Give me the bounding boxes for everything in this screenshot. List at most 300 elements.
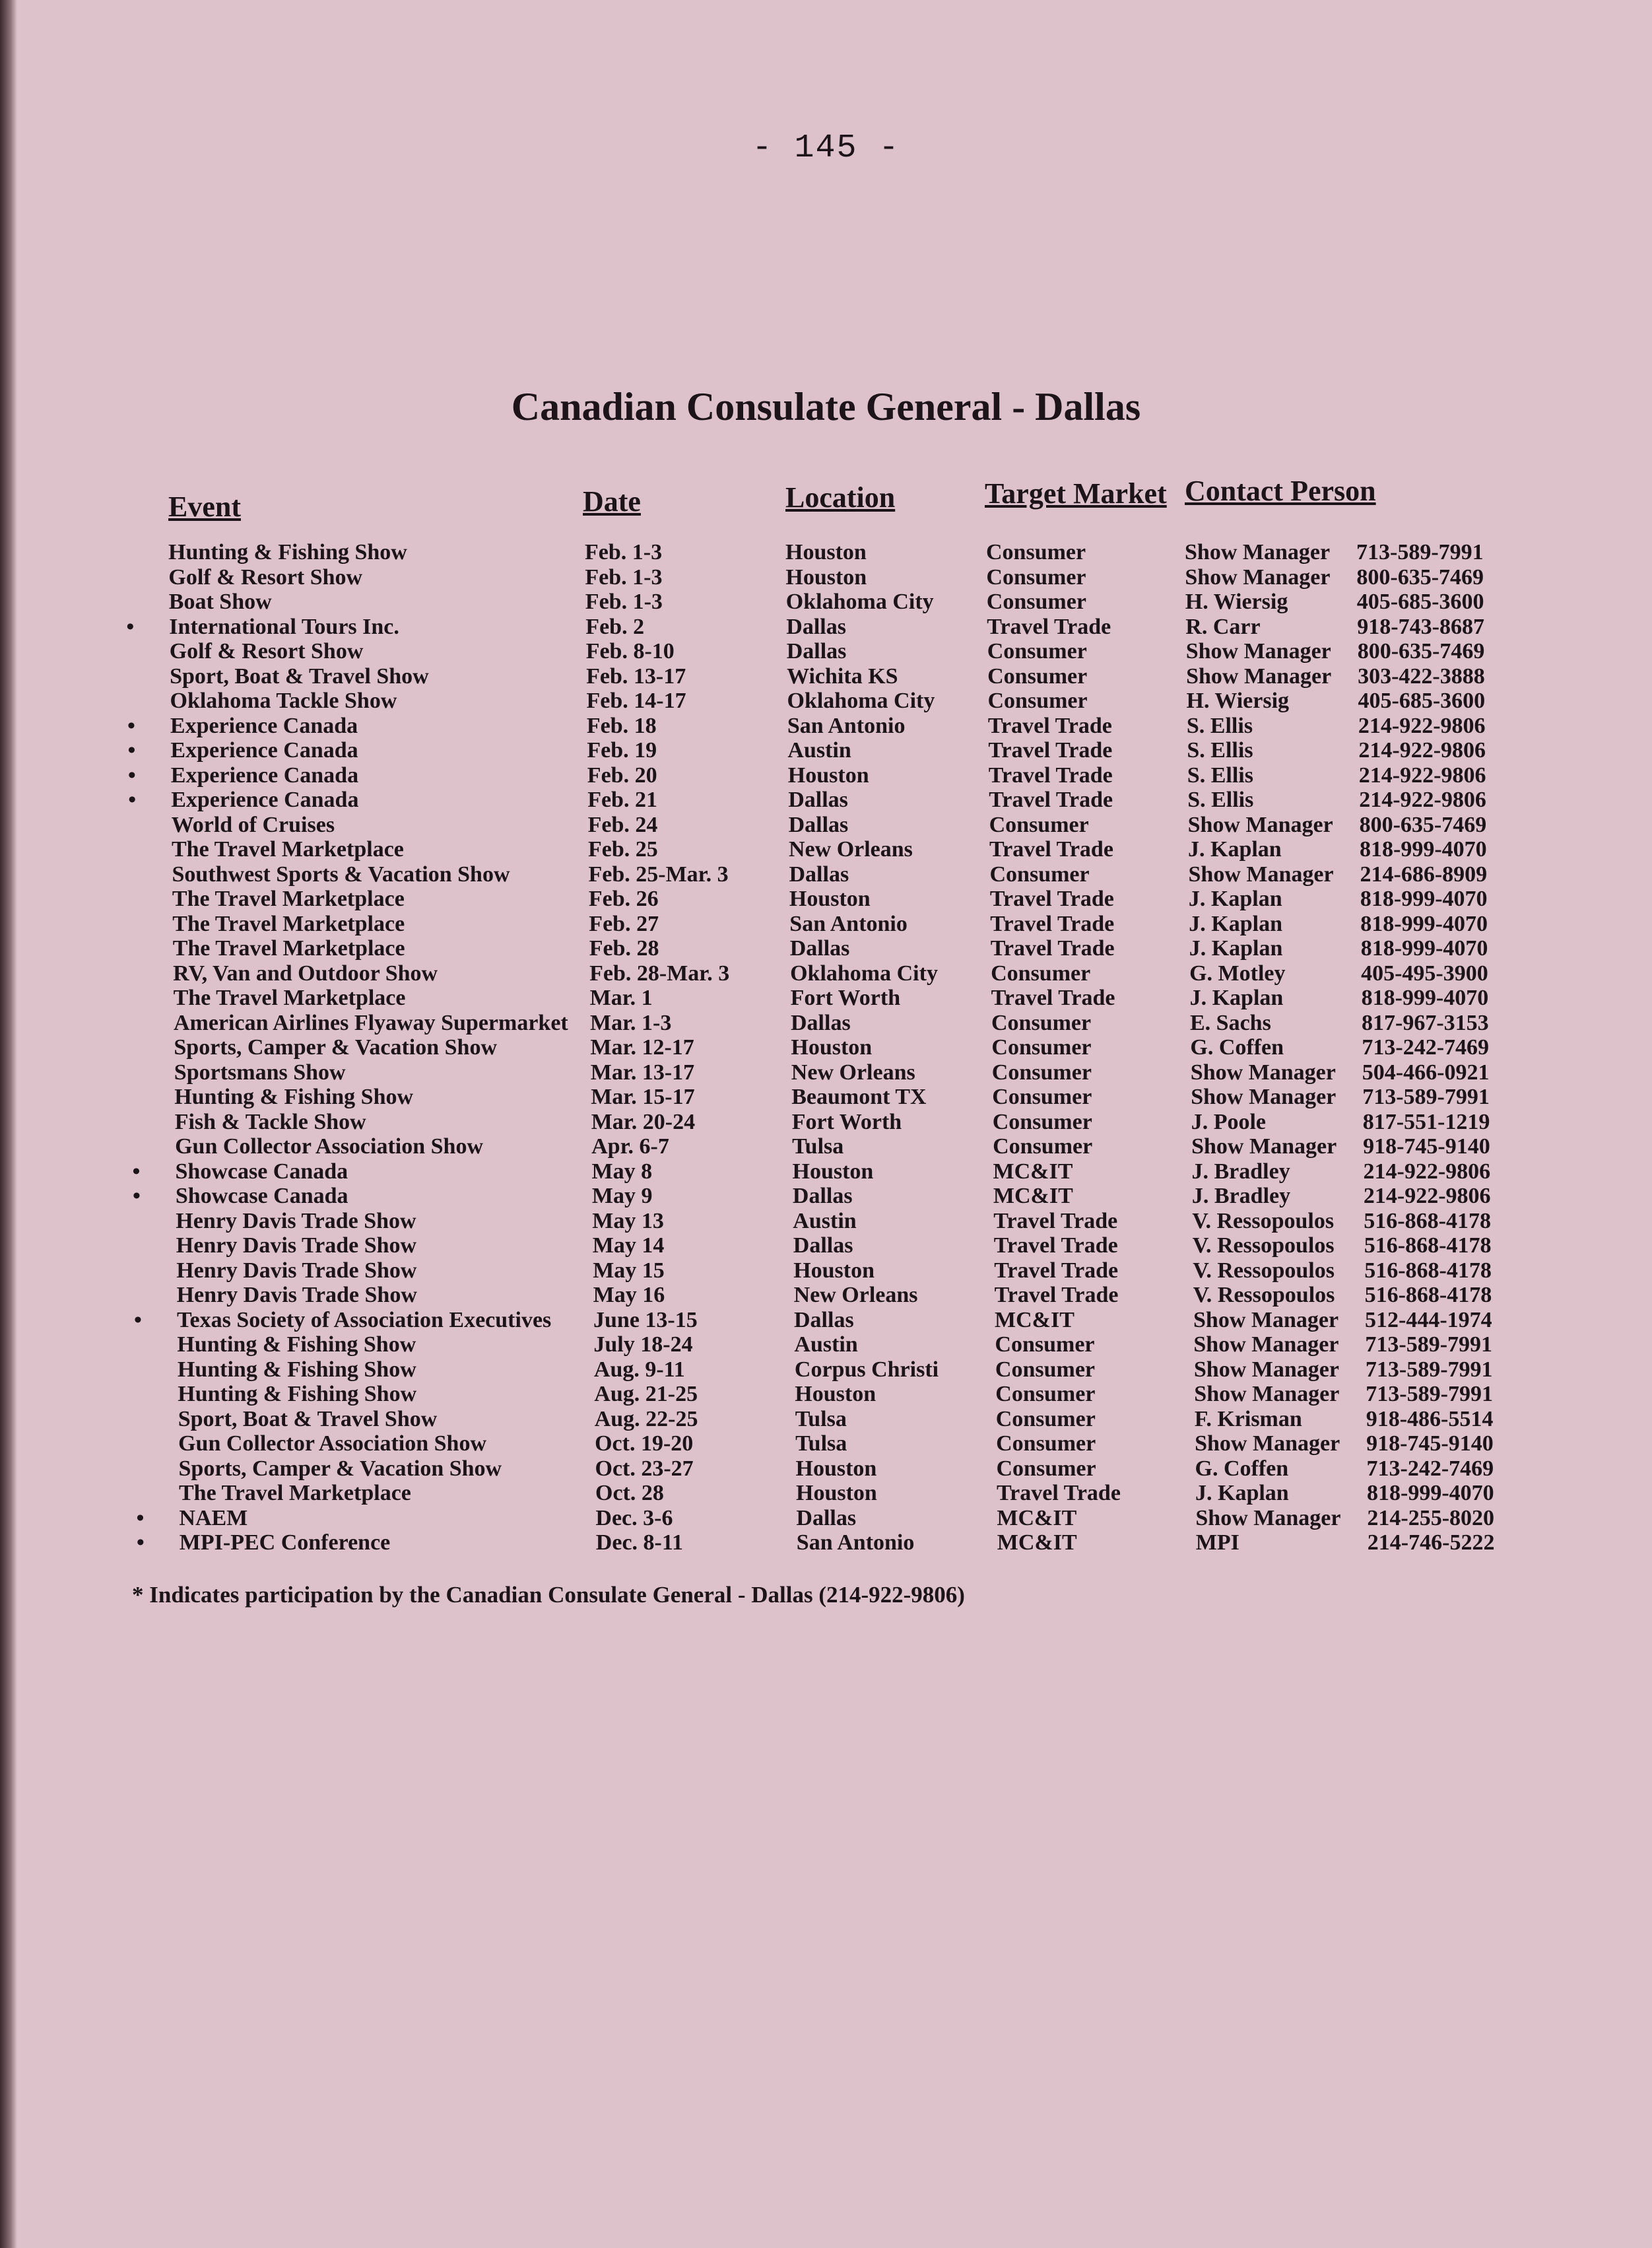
row-event: Showcase Canada xyxy=(175,1184,348,1208)
row-target-market: Consumer xyxy=(991,961,1091,986)
header-date: Date xyxy=(583,485,641,518)
row-target-market: Consumer xyxy=(986,590,1086,614)
row-date: May 8 xyxy=(591,1159,653,1184)
row-event: Hunting & Fishing Show xyxy=(177,1332,416,1357)
table-row xyxy=(5,1011,1652,1036)
row-location: San Antonio xyxy=(787,713,906,738)
row-contact-person: Show Manager xyxy=(1193,1357,1339,1382)
table-row xyxy=(1,590,1652,615)
row-contact-person: V. Ressopoulos xyxy=(1193,1258,1335,1283)
row-target-market: Consumer xyxy=(986,540,1086,564)
row-date: Feb. 18 xyxy=(586,713,657,738)
row-location: Dallas xyxy=(793,1233,853,1258)
row-target-market: Consumer xyxy=(987,664,1088,689)
row-phone: 516-868-4178 xyxy=(1364,1208,1491,1233)
row-location: San Antonio xyxy=(796,1530,915,1555)
row-date: May 9 xyxy=(591,1184,653,1208)
table-row xyxy=(4,862,1652,887)
row-phone: 214-922-9806 xyxy=(1359,788,1486,812)
row-event: World of Cruises xyxy=(171,812,335,837)
row-phone: 214-922-9806 xyxy=(1358,763,1486,788)
row-date: Feb. 2 xyxy=(585,614,645,639)
row-location: Houston xyxy=(785,564,867,590)
row-contact-person: S. Ellis xyxy=(1187,788,1254,812)
row-location: Austin xyxy=(794,1332,858,1357)
row-phone: 214-922-9806 xyxy=(1363,1184,1491,1208)
row-target-market: Travel Trade xyxy=(997,1481,1121,1505)
row-date: Feb. 14-17 xyxy=(586,689,686,713)
row-location: Dallas xyxy=(794,1307,854,1332)
row-bullet: • xyxy=(132,1184,141,1208)
row-date: Aug. 9-11 xyxy=(593,1357,685,1382)
row-phone: 818-999-4070 xyxy=(1367,1481,1494,1505)
row-contact-person: J. Kaplan xyxy=(1188,887,1282,911)
row-contact-person: Show Manager xyxy=(1191,1085,1337,1109)
row-location: Dallas xyxy=(786,639,847,664)
row-location: Houston xyxy=(795,1456,877,1481)
row-phone: 214-922-9806 xyxy=(1358,713,1486,738)
row-phone: 303-422-3888 xyxy=(1358,664,1485,689)
row-phone: 817-967-3153 xyxy=(1362,1010,1489,1035)
row-target-market: Travel Trade xyxy=(989,788,1113,812)
row-phone: 713-589-7991 xyxy=(1365,1332,1493,1357)
row-phone: 713-589-7991 xyxy=(1366,1382,1493,1406)
row-location: New Orleans xyxy=(793,1283,918,1307)
row-event: The Travel Marketplace xyxy=(172,936,405,961)
row-date: Feb. 1-3 xyxy=(585,590,663,614)
row-contact-person: J. Kaplan xyxy=(1189,986,1284,1010)
row-location: Tulsa xyxy=(795,1431,847,1456)
row-contact-person: Show Manager xyxy=(1186,664,1332,689)
row-contact-person: MPI xyxy=(1195,1530,1239,1555)
row-bullet: • xyxy=(134,1307,142,1332)
row-contact-person: Show Manager xyxy=(1187,812,1333,837)
row-date: Feb. 1-3 xyxy=(585,564,663,590)
row-target-market: Consumer xyxy=(989,862,1090,887)
row-location: Houston xyxy=(787,763,869,788)
table-row xyxy=(3,763,1652,788)
row-contact-person: Show Manager xyxy=(1191,1134,1337,1159)
row-event: Sports, Camper & Vacation Show xyxy=(178,1456,502,1481)
row-date: Mar. 13-17 xyxy=(590,1060,695,1085)
row-bullet: • xyxy=(132,1159,141,1184)
row-contact-person: R. Carr xyxy=(1185,614,1261,639)
table-row xyxy=(2,689,1652,714)
row-contact-person: J. Kaplan xyxy=(1189,911,1283,936)
row-contact-person: S. Ellis xyxy=(1186,713,1253,738)
header-contact-person: Contact Person xyxy=(1185,475,1376,507)
row-contact-person: J. Bradley xyxy=(1191,1184,1291,1208)
row-event: The Travel Marketplace xyxy=(173,986,406,1010)
page-number: - 145 - xyxy=(752,129,900,167)
row-date: Feb. 27 xyxy=(589,911,659,936)
row-bullet: • xyxy=(126,614,135,639)
row-bullet: • xyxy=(136,1530,145,1555)
row-phone: 818-999-4070 xyxy=(1360,936,1488,961)
row-phone: 918-743-8687 xyxy=(1357,614,1484,639)
row-target-market: Consumer xyxy=(989,812,1089,837)
row-phone: 516-868-4178 xyxy=(1364,1258,1492,1283)
table-header xyxy=(0,477,1652,529)
table-row xyxy=(5,961,1652,986)
table-row xyxy=(4,912,1652,937)
row-location: Dallas xyxy=(792,1184,853,1208)
row-event: Hunting & Fishing Show xyxy=(178,1382,417,1406)
table-row xyxy=(1,664,1652,689)
row-phone: 214-746-5222 xyxy=(1367,1530,1495,1555)
row-target-market: Consumer xyxy=(995,1357,1096,1382)
row-date: Feb. 13-17 xyxy=(586,664,686,689)
row-location: Tulsa xyxy=(792,1134,844,1159)
row-event: Henry Davis Trade Show xyxy=(176,1258,417,1283)
table-row xyxy=(7,1110,1652,1135)
row-event: American Airlines Flyaway Supermarket xyxy=(174,1010,568,1035)
table-row xyxy=(3,788,1652,813)
row-target-market: Consumer xyxy=(991,1010,1092,1035)
row-date: Aug. 21-25 xyxy=(594,1382,698,1406)
row-location: Houston xyxy=(795,1382,876,1406)
row-contact-person: H. Wiersig xyxy=(1185,590,1288,614)
row-event: Showcase Canada xyxy=(175,1159,348,1184)
row-event: Sports, Camper & Vacation Show xyxy=(174,1035,498,1060)
row-target-market: Consumer xyxy=(993,1134,1093,1159)
row-event: Gun Collector Association Show xyxy=(178,1431,487,1456)
row-phone: 918-486-5514 xyxy=(1366,1406,1494,1431)
row-event: Boat Show xyxy=(168,590,272,614)
row-phone: 512-444-1974 xyxy=(1365,1307,1492,1332)
row-event: Experience Canada xyxy=(170,738,358,763)
row-target-market: Travel Trade xyxy=(987,713,1112,738)
row-target-market: Travel Trade xyxy=(993,1208,1118,1233)
table-row xyxy=(6,1060,1652,1085)
row-date: Dec. 8-11 xyxy=(595,1530,683,1555)
table-row xyxy=(3,813,1652,838)
row-date: Feb. 1-3 xyxy=(585,540,663,564)
row-phone: 818-999-4070 xyxy=(1360,887,1488,911)
row-location: Houston xyxy=(796,1481,877,1505)
row-location: Austin xyxy=(787,738,851,763)
row-location: Dallas xyxy=(788,788,848,812)
row-event: Hunting & Fishing Show xyxy=(168,540,407,564)
table-row xyxy=(0,565,1652,590)
row-event: Fish & Tackle Show xyxy=(174,1109,366,1134)
row-location: Wichita KS xyxy=(787,664,898,689)
row-phone: 800-635-7469 xyxy=(1356,564,1484,590)
row-event: Golf & Resort Show xyxy=(169,639,364,664)
row-location: Dallas xyxy=(796,1505,857,1530)
row-contact-person: Show Manager xyxy=(1195,1505,1341,1530)
table-row xyxy=(2,714,1652,739)
row-event: Golf & Resort Show xyxy=(168,564,363,590)
row-target-market: Travel Trade xyxy=(990,911,1115,936)
row-event: The Travel Marketplace xyxy=(172,887,405,911)
header-target-market: Target Market xyxy=(985,477,1167,510)
table-row xyxy=(11,1481,1652,1506)
row-target-market: MC&IT xyxy=(997,1530,1077,1555)
row-date: Feb. 28-Mar. 3 xyxy=(589,961,730,986)
table-row xyxy=(0,540,1652,565)
row-location: Dallas xyxy=(789,862,849,887)
row-date: Apr. 6-7 xyxy=(591,1134,669,1159)
row-location: San Antonio xyxy=(789,911,908,936)
row-target-market: MC&IT xyxy=(993,1159,1073,1184)
row-event: The Travel Marketplace xyxy=(172,837,404,862)
row-date: May 13 xyxy=(592,1208,664,1233)
row-phone: 713-589-7991 xyxy=(1362,1085,1490,1109)
row-phone: 818-999-4070 xyxy=(1360,911,1488,936)
row-date: Oct. 19-20 xyxy=(595,1431,694,1456)
table-row xyxy=(10,1431,1652,1456)
row-phone: 214-255-8020 xyxy=(1367,1505,1495,1530)
row-target-market: Consumer xyxy=(987,689,1088,713)
row-event: Oklahoma Tackle Show xyxy=(170,689,397,713)
row-phone: 800-635-7469 xyxy=(1359,812,1487,837)
row-date: Feb. 19 xyxy=(587,738,657,763)
row-phone: 214-686-8909 xyxy=(1360,862,1488,887)
row-date: July 18-24 xyxy=(593,1332,693,1357)
row-event: Sportsmans Show xyxy=(174,1060,346,1085)
row-phone: 214-922-9806 xyxy=(1358,738,1486,763)
table-row xyxy=(2,738,1652,763)
row-location: Houston xyxy=(789,887,871,911)
row-date: Feb. 26 xyxy=(588,887,659,911)
row-location: Oklahoma City xyxy=(785,590,934,614)
row-location: Fort Worth xyxy=(791,1109,902,1134)
row-event: Henry Davis Trade Show xyxy=(176,1233,417,1258)
row-contact-person: S. Ellis xyxy=(1187,763,1253,788)
row-event: Experience Canada xyxy=(170,763,359,788)
row-phone: 405-685-3600 xyxy=(1358,689,1486,713)
row-target-market: Travel Trade xyxy=(994,1283,1119,1307)
row-event: Hunting & Fishing Show xyxy=(174,1085,414,1109)
row-target-market: Consumer xyxy=(992,1109,1092,1134)
row-event: Experience Canada xyxy=(171,788,359,812)
row-date: June 13-15 xyxy=(593,1307,698,1332)
row-location: Tulsa xyxy=(795,1406,847,1431)
row-location: Corpus Christi xyxy=(794,1357,939,1382)
row-target-market: Consumer xyxy=(996,1431,1096,1456)
row-phone: 918-745-9140 xyxy=(1366,1431,1494,1456)
row-date: Feb. 25-Mar. 3 xyxy=(588,862,729,887)
row-date: Mar. 20-24 xyxy=(591,1109,696,1134)
row-target-market: Consumer xyxy=(996,1456,1096,1481)
row-location: Beaumont TX xyxy=(791,1085,927,1109)
header-event: Event xyxy=(168,491,241,523)
header-location: Location xyxy=(785,481,896,514)
row-location: Fort Worth xyxy=(790,986,901,1010)
row-event: Southwest Sports & Vacation Show xyxy=(172,862,510,887)
page-title: Canadian Consulate General - Dallas xyxy=(511,385,1141,428)
row-contact-person: Show Manager xyxy=(1190,1060,1336,1085)
row-date: Oct. 28 xyxy=(595,1481,664,1505)
table-row xyxy=(7,1209,1652,1234)
row-date: Feb. 25 xyxy=(588,837,658,862)
row-phone: 818-999-4070 xyxy=(1361,986,1489,1010)
row-event: International Tours Inc. xyxy=(169,614,399,639)
row-contact-person: Show Manager xyxy=(1193,1307,1339,1332)
row-phone: 800-635-7469 xyxy=(1357,639,1485,664)
row-bullet: • xyxy=(127,763,136,788)
row-target-market: Travel Trade xyxy=(989,887,1114,911)
row-date: Aug. 22-25 xyxy=(594,1406,698,1431)
row-target-market: Consumer xyxy=(995,1406,1096,1431)
row-contact-person: Show Manager xyxy=(1185,540,1331,564)
row-location: New Orleans xyxy=(789,837,913,862)
row-event: The Travel Marketplace xyxy=(179,1481,411,1505)
table-row xyxy=(7,1134,1652,1159)
table-row xyxy=(1,615,1652,640)
row-event: MPI-PEC Conference xyxy=(179,1530,391,1555)
row-contact-person: G. Motley xyxy=(1189,961,1286,986)
row-contact-person: Show Manager xyxy=(1188,862,1334,887)
row-location: Dallas xyxy=(786,614,846,639)
row-contact-person: J. Kaplan xyxy=(1195,1481,1289,1505)
row-contact-person: V. Ressopoulos xyxy=(1192,1208,1335,1233)
events-table xyxy=(0,540,1652,1555)
row-location: Houston xyxy=(793,1258,875,1283)
row-date: Mar. 12-17 xyxy=(590,1035,694,1060)
table-row xyxy=(9,1308,1652,1333)
row-target-market: MC&IT xyxy=(997,1505,1077,1530)
row-contact-person: Show Manager xyxy=(1185,564,1331,590)
row-contact-person: Show Manager xyxy=(1195,1431,1340,1456)
row-location: Houston xyxy=(792,1159,874,1184)
row-date: Feb. 28 xyxy=(589,936,659,961)
row-location: Dallas xyxy=(789,936,850,961)
row-contact-person: Show Manager xyxy=(1193,1332,1339,1357)
table-row xyxy=(8,1233,1652,1258)
row-phone: 713-242-7469 xyxy=(1362,1035,1490,1060)
row-target-market: Consumer xyxy=(995,1382,1096,1406)
row-contact-person: E. Sachs xyxy=(1190,1010,1271,1035)
row-date: May 15 xyxy=(593,1258,665,1283)
table-row xyxy=(8,1258,1652,1283)
row-target-market: MC&IT xyxy=(993,1184,1073,1208)
row-bullet: • xyxy=(127,738,136,763)
table-row xyxy=(9,1357,1652,1382)
row-phone: 516-868-4178 xyxy=(1364,1283,1492,1307)
table-row xyxy=(3,837,1652,862)
row-target-market: Travel Trade xyxy=(989,837,1113,862)
table-row xyxy=(9,1332,1652,1357)
row-contact-person: J. Kaplan xyxy=(1188,837,1282,862)
row-date: Dec. 3-6 xyxy=(595,1505,673,1530)
row-target-market: Travel Trade xyxy=(988,763,1113,788)
table-row xyxy=(1,639,1652,664)
row-phone: 214-922-9806 xyxy=(1363,1159,1491,1184)
row-target-market: Consumer xyxy=(991,1035,1092,1060)
table-row xyxy=(7,1184,1652,1209)
row-bullet: • xyxy=(136,1505,145,1530)
row-event: NAEM xyxy=(179,1505,248,1530)
row-contact-person: J. Kaplan xyxy=(1189,936,1283,961)
table-row xyxy=(5,1035,1652,1060)
row-contact-person: H. Wiersig xyxy=(1186,689,1290,713)
row-contact-person: G. Coffen xyxy=(1195,1456,1289,1481)
row-contact-person: G. Coffen xyxy=(1190,1035,1284,1060)
row-phone: 504-466-0921 xyxy=(1362,1060,1490,1085)
row-event: Henry Davis Trade Show xyxy=(176,1208,416,1233)
table-row xyxy=(9,1382,1652,1407)
row-contact-person: V. Ressopoulos xyxy=(1192,1233,1335,1258)
row-event: RV, Van and Outdoor Show xyxy=(173,961,438,986)
row-event: Hunting & Fishing Show xyxy=(177,1357,416,1382)
row-contact-person: J. Bradley xyxy=(1191,1159,1290,1184)
row-location: New Orleans xyxy=(791,1060,915,1085)
row-target-market: Consumer xyxy=(995,1332,1095,1357)
row-date: May 14 xyxy=(592,1233,665,1258)
row-date: Feb. 24 xyxy=(587,812,658,837)
table-row xyxy=(11,1456,1652,1482)
table-row xyxy=(11,1530,1652,1555)
row-target-market: Consumer xyxy=(986,564,1086,590)
row-date: Mar. 1-3 xyxy=(590,1010,672,1035)
row-phone: 405-685-3600 xyxy=(1356,590,1484,614)
row-contact-person: V. Ressopoulos xyxy=(1193,1283,1335,1307)
row-event: Sport, Boat & Travel Show xyxy=(170,664,429,689)
row-target-market: Travel Trade xyxy=(991,986,1115,1010)
row-location: Austin xyxy=(793,1208,857,1233)
row-target-market: Consumer xyxy=(991,1060,1092,1085)
row-date: Feb. 8-10 xyxy=(585,639,675,664)
row-location: Oklahoma City xyxy=(787,689,935,713)
row-target-market: Travel Trade xyxy=(987,614,1111,639)
table-row xyxy=(4,887,1652,912)
table-row xyxy=(10,1407,1652,1432)
row-contact-person: F. Krisman xyxy=(1194,1406,1302,1431)
row-phone: 713-589-7991 xyxy=(1365,1357,1493,1382)
table-row xyxy=(9,1283,1652,1308)
row-phone: 817-551-1219 xyxy=(1362,1109,1490,1134)
table-row xyxy=(7,1159,1652,1184)
table-row xyxy=(11,1506,1652,1531)
row-contact-person: J. Poole xyxy=(1191,1109,1267,1134)
row-date: Mar. 15-17 xyxy=(591,1085,695,1109)
row-event: The Travel Marketplace xyxy=(172,911,405,936)
row-contact-person: Show Manager xyxy=(1185,639,1331,664)
row-date: Feb. 21 xyxy=(587,788,657,812)
row-event: Sport, Boat & Travel Show xyxy=(178,1406,438,1431)
row-event: Henry Davis Trade Show xyxy=(176,1283,417,1307)
row-date: Feb. 20 xyxy=(587,763,657,788)
table-row xyxy=(5,936,1652,961)
row-phone: 713-589-7991 xyxy=(1356,540,1484,564)
row-date: Oct. 23-27 xyxy=(595,1456,694,1481)
row-bullet: • xyxy=(127,713,135,738)
row-event: Texas Society of Association Executives xyxy=(177,1307,552,1332)
row-target-market: Consumer xyxy=(992,1085,1092,1109)
row-phone: 516-868-4178 xyxy=(1364,1233,1492,1258)
row-event: Experience Canada xyxy=(170,713,358,738)
row-location: Houston xyxy=(785,540,867,564)
row-phone: 918-745-9140 xyxy=(1363,1134,1490,1159)
row-bullet: • xyxy=(128,788,137,812)
row-target-market: MC&IT xyxy=(995,1307,1074,1332)
row-date: May 16 xyxy=(593,1283,665,1307)
row-target-market: Travel Trade xyxy=(988,738,1113,763)
row-phone: 713-242-7469 xyxy=(1366,1456,1494,1481)
row-location: Houston xyxy=(791,1035,873,1060)
row-location: Oklahoma City xyxy=(790,961,938,986)
row-target-market: Consumer xyxy=(987,639,1087,664)
row-phone: 405-495-3900 xyxy=(1361,961,1488,986)
row-target-market: Travel Trade xyxy=(990,936,1115,961)
row-target-market: Travel Trade xyxy=(994,1258,1119,1283)
row-contact-person: S. Ellis xyxy=(1187,738,1253,763)
row-event: Gun Collector Association Show xyxy=(175,1134,484,1159)
table-row xyxy=(6,1085,1652,1110)
table-row xyxy=(5,986,1652,1011)
